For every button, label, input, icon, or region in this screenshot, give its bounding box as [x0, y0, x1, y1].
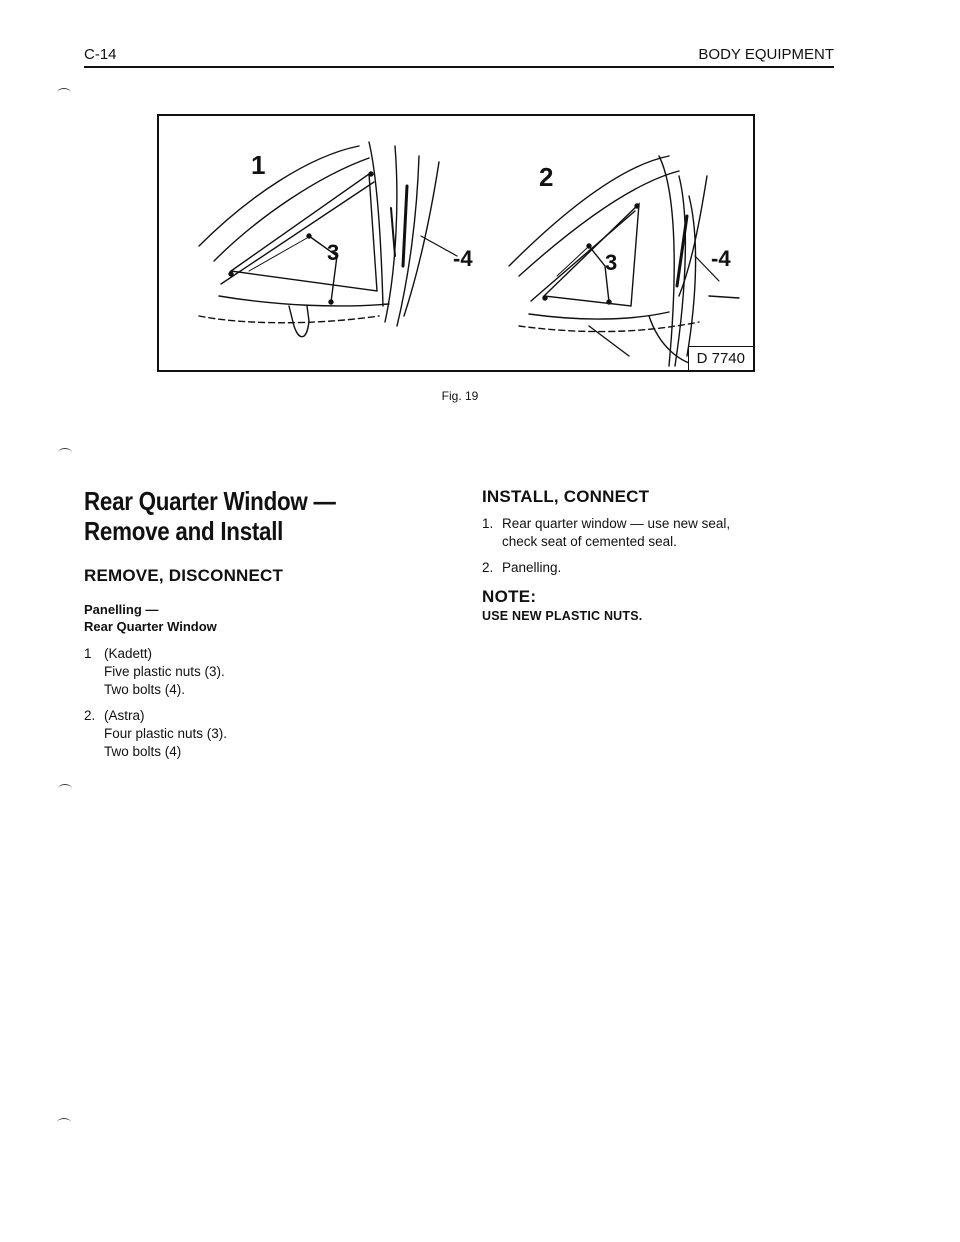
callout-4-right: -4: [711, 246, 731, 271]
step-line: check seat of cemented seal.: [502, 534, 677, 549]
step-line: Two bolts (4).: [104, 682, 186, 697]
left-column: [84, 486, 414, 769]
callout-1: 1: [251, 150, 266, 180]
install-steps: [482, 515, 832, 577]
step-number: 1: [84, 646, 92, 661]
remove-steps: [84, 645, 414, 761]
figure-caption: Fig. 19: [441, 389, 479, 403]
callout-2: 2: [539, 162, 554, 192]
step-line: Rear quarter window — use new seal,: [502, 516, 731, 531]
install-step-2: [482, 559, 832, 577]
remove-subheading: REMOVE, DISCONNECT: [84, 566, 284, 585]
part-line-2: Rear Quarter Window: [84, 619, 217, 634]
procedure-title: [84, 486, 368, 546]
right-column: [482, 487, 832, 623]
step-line: (Kadett): [104, 646, 153, 661]
title-line-2: Remove and Install: [84, 516, 284, 546]
step-line: (Astra): [104, 708, 145, 723]
part-line-1: Panelling —: [84, 602, 159, 617]
page-header: [84, 46, 834, 68]
figure-code: D 7740: [688, 346, 753, 370]
step-number: 1.: [482, 516, 494, 531]
step-number: 2.: [84, 708, 96, 723]
note-heading: NOTE:: [482, 587, 537, 606]
step-line: Five plastic nuts (3).: [104, 664, 225, 679]
quarter-window-illustration: [159, 116, 753, 370]
note-text: USE NEW PLASTIC NUTS.: [482, 609, 643, 623]
page-number: C-14: [84, 46, 117, 63]
remove-step-1: [84, 645, 414, 699]
step-number: 2.: [482, 560, 494, 575]
callout-4-left: -4: [453, 246, 473, 271]
header-rule: [84, 66, 834, 68]
step-line: Four plastic nuts (3).: [104, 726, 228, 741]
step-line: Panelling.: [502, 560, 562, 575]
figure-19: [157, 114, 755, 372]
install-step-1: [482, 515, 832, 551]
title-line-1: Rear Quarter Window —: [84, 486, 336, 516]
part-label: [84, 601, 414, 635]
remove-step-2: [84, 707, 414, 761]
callout-3-right: 3: [605, 250, 618, 275]
callout-3-left: 3: [327, 240, 340, 265]
install-subheading: INSTALL, CONNECT: [482, 487, 650, 506]
step-line: Two bolts (4): [104, 744, 182, 759]
section-title: BODY EQUIPMENT: [698, 46, 834, 63]
